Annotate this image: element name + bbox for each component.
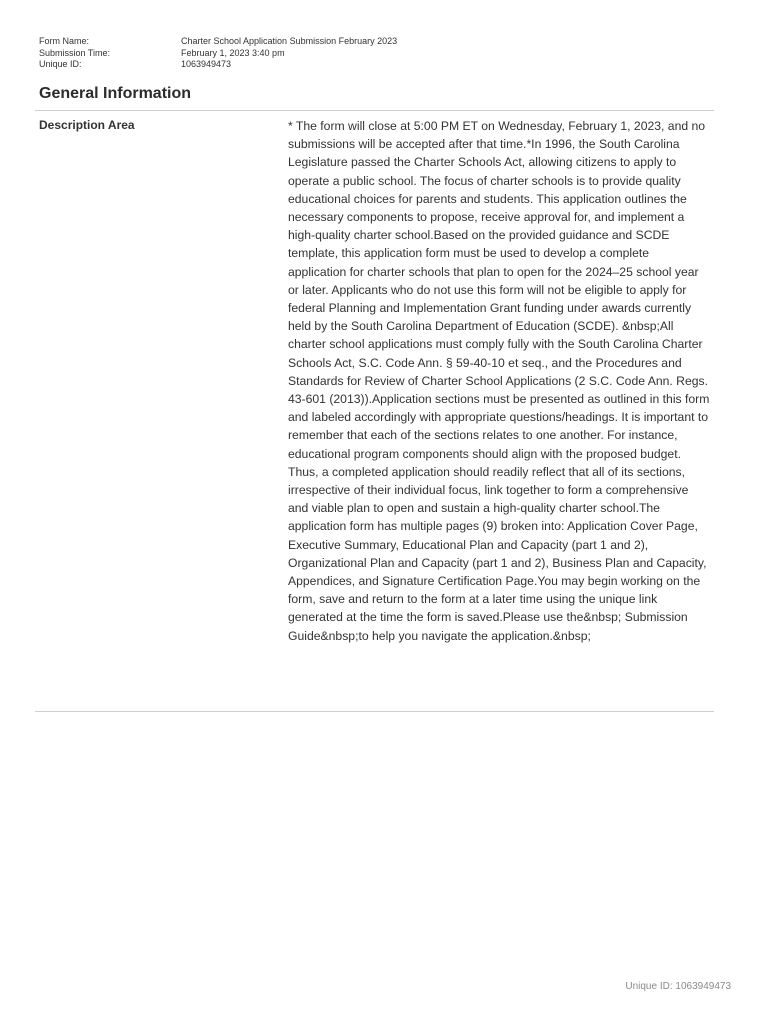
form-name-label: Form Name: xyxy=(39,36,90,46)
form-name-row xyxy=(39,36,397,48)
section-title: General Information xyxy=(39,85,192,102)
unique-id-row xyxy=(39,59,397,71)
section-divider-top xyxy=(35,110,714,111)
description-area-label: Description Area xyxy=(39,118,135,132)
form-name-value: Charter School Application Submission February 2023 xyxy=(181,36,398,46)
submission-time-label: Submission Time: xyxy=(39,47,111,58)
section-divider-bottom xyxy=(35,711,714,712)
unique-id-value: 1063949473 xyxy=(181,59,232,69)
description-area-text: * The form will close at 5:00 PM ET on Wednesday, February 1, 2023, and no submissions will be accepted after that time.*In 1996, the South Carolina Legislature passed the Charter Schools Act, allowing citizens to apply to operate a public school. The focus of charter schools is to provide quality educational choices for parents and students. This application outlines the necessary components to propose, receive approval for, and implement a high-quality charter school.Based on the provided guidance and SCDE template, this application form must be used to develop a complete application for charter schools that plan to open for the 2024–25 school year or later. Applicants who do not use this form will not be eligible to apply for federal Planning and Implementation Grant funding under awards currently held by the South Carolina Department of Education (SCDE). &nbsp;All charter school applications must comply fully with the South Carolina Charter Schools Act, S.C. Code Ann. § 59-40-10 et seq., and the Procedures and Standards for Review of Charter School Applications (2 S.C. Code Ann. Regs. 43-601 (2013)).Application sections must be presented as outlined in this form and labeled accordingly with appropriate questions/headings. It is important to remember that each of the sections relates to one another. For instance, educational program components should align with the proposed budget. Thus, a completed application should readily reflect that all of its sections, irrespective of their individual focus, link together to form a comprehensive and viable plan to open and sustain a high-quality charter school.The application form has multiple pages (9) broken into: Application Cover Page, Executive Summary, Educational Plan and Capacity (part 1 and 2), Organizational Plan and Capacity (part 1 and 2), Business Plan and Capacity, Appendices, and Signature Certification Page.You may begin working on the form, save and return to the form at a later time using the unique link generated at the time the form is saved.Please use the&nbsp; Submission Guide&nbsp;to help you navigate the application.&nbsp; xyxy=(288,119,710,643)
submission-time-row xyxy=(39,48,397,60)
submission-time-value: February 1, 2023 3:40 pm xyxy=(181,47,285,58)
footer-unique-id: Unique ID: 1063949473 xyxy=(625,981,731,992)
unique-id-label: Unique ID: xyxy=(39,59,82,69)
submission-metadata xyxy=(39,36,397,71)
